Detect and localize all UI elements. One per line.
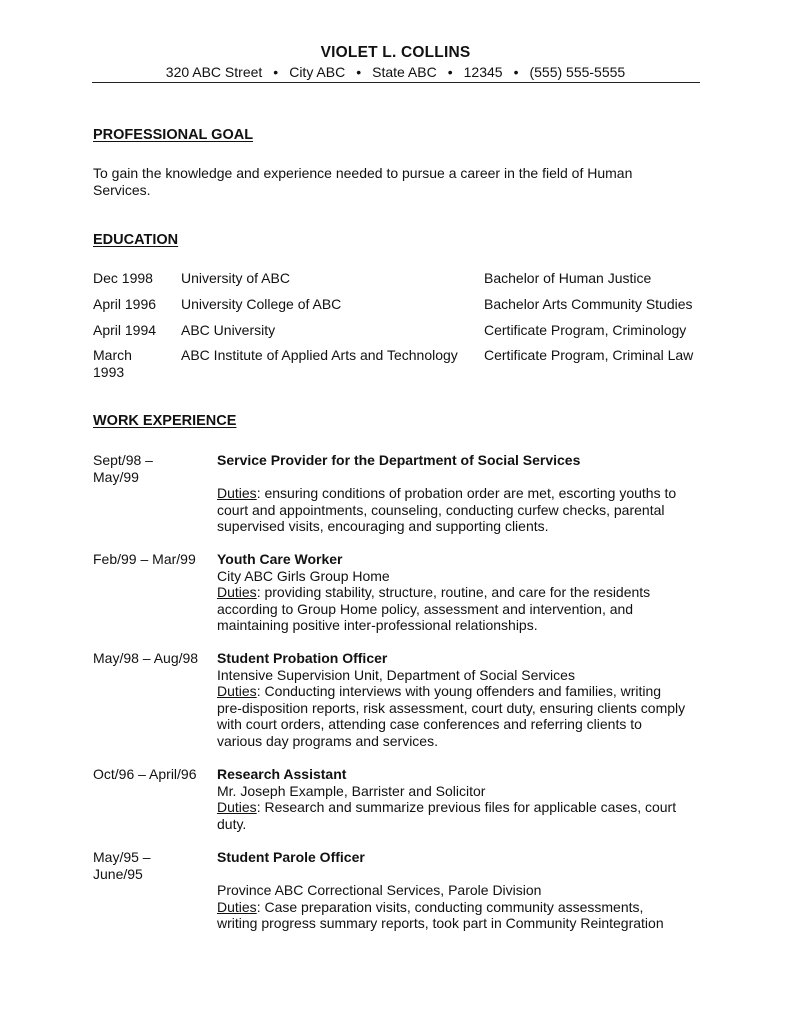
- job-date-line: May/99: [93, 468, 139, 485]
- education-degree: Bachelor of Human Justice: [484, 270, 652, 286]
- job-date: [93, 766, 208, 783]
- duties-line: court and appointments, counseling, conducting curfew checks, parental: [217, 501, 665, 518]
- education-date-line: Dec 1998: [93, 270, 153, 286]
- job-date-line: May/95 –: [93, 849, 151, 865]
- goal-line: To gain the knowledge and experience needed to pursue a career in the field of Human: [93, 165, 633, 181]
- education-date: [93, 296, 173, 313]
- duties-label: Duties: [217, 898, 257, 915]
- job-employer: Province ABC Correctional Services, Parole Division: [217, 882, 542, 898]
- header-divider: [92, 82, 700, 83]
- goal-heading: PROFESSIONAL GOAL: [93, 127, 254, 143]
- job-title: Youth Care Worker: [217, 551, 343, 567]
- duties-line: maintaining positive inter-professional relationships.: [217, 617, 538, 633]
- job-date-line: Sept/98 –: [93, 452, 153, 468]
- education-school: ABC Institute of Applied Arts and Technology: [181, 347, 458, 363]
- education-date: [93, 347, 173, 380]
- job-entry: [217, 766, 707, 832]
- job-date: [93, 551, 208, 568]
- job-date: [93, 849, 208, 882]
- education-heading: EDUCATION: [93, 232, 179, 248]
- education-date-line: April 1996: [93, 296, 157, 312]
- contact-postal-code: 12345: [463, 64, 503, 80]
- job-entry: [217, 650, 707, 749]
- job-employer: City ABC Girls Group Home: [217, 567, 390, 584]
- education-date-line: April 1994: [93, 322, 157, 338]
- job-title: Student Parole Officer: [217, 849, 365, 865]
- education-date-line: March: [93, 347, 132, 363]
- contact-street: 320 ABC Street: [165, 64, 263, 80]
- education-date-line: 1993: [93, 363, 125, 380]
- goal-line: Services.: [93, 181, 151, 198]
- job-entry: [217, 452, 707, 535]
- duties-line: duty.: [217, 815, 247, 832]
- education-date: [93, 270, 173, 287]
- contact-city: City ABC: [289, 64, 346, 80]
- duties-line: : Research and summarize previous files for applicable cases, court: [256, 799, 677, 815]
- duties-label: Duties: [217, 799, 257, 815]
- work-heading: WORK EXPERIENCE: [93, 413, 237, 429]
- contact-phone: (555) 555-5555: [529, 64, 626, 80]
- job-duties: [217, 799, 707, 816]
- education-school: ABC University: [181, 322, 276, 338]
- duties-line: : Conducting interviews with young offenders and families, writing: [256, 683, 662, 699]
- job-employer: Intensive Supervision Unit, Department of Social Services: [217, 666, 575, 683]
- duties-line: : providing stability, structure, routine, and care for the residents: [256, 584, 651, 600]
- contact-state: State ABC: [372, 64, 437, 80]
- education-degree: Bachelor Arts Community Studies: [484, 296, 693, 312]
- contact-line: [0, 64, 791, 80]
- duties-line: with court orders, attending case conferences and referring clients to: [217, 716, 642, 732]
- job-duties: [217, 683, 707, 700]
- job-employer: Mr. Joseph Example, Barrister and Solicitor: [217, 782, 486, 799]
- job-title: Service Provider for the Department of Social Services: [217, 452, 581, 468]
- duties-line: various day programs and services.: [217, 732, 438, 749]
- job-title: Research Assistant: [217, 766, 347, 782]
- job-date: [93, 650, 208, 667]
- job-title: Student Probation Officer: [217, 650, 388, 666]
- job-date-line: Feb/99 – Mar/99: [93, 551, 196, 567]
- duties-line: according to Group Home policy, assessment and intervention, and: [217, 600, 634, 617]
- job-entry: [217, 551, 707, 634]
- job-entry: [217, 849, 707, 932]
- job-date-line: June/95: [93, 865, 143, 882]
- job-date-line: Oct/96 – April/96: [93, 766, 197, 782]
- duties-line: supervised visits, encouraging and supporting clients.: [217, 518, 549, 534]
- education-school: University of ABC: [181, 270, 290, 286]
- duties-line: : ensuring conditions of probation order are met, escorting youths to: [256, 485, 677, 501]
- goal-text: [93, 165, 693, 198]
- contact-separator: •: [356, 64, 362, 80]
- duties-line: writing progress summary reports, took part in Community Reintegration: [217, 915, 664, 931]
- duties-label: Duties: [217, 485, 257, 501]
- job-duties: [217, 485, 707, 502]
- job-duties: [217, 899, 707, 916]
- duties-label: Duties: [217, 683, 257, 699]
- job-date: [93, 452, 208, 485]
- education-school: University College of ABC: [181, 296, 342, 312]
- contact-separator: •: [273, 64, 279, 80]
- contact-separator: •: [447, 64, 453, 80]
- education-degree: Certificate Program, Criminal Law: [484, 347, 694, 363]
- education-date: [93, 322, 173, 339]
- education-degree: Certificate Program, Criminology: [484, 322, 687, 338]
- duties-label: Duties: [217, 584, 257, 600]
- resume-name: VIOLET L. COLLINS: [320, 44, 471, 61]
- job-duties: [217, 584, 707, 601]
- contact-separator: •: [513, 64, 519, 80]
- duties-line: : Case preparation visits, conducting community assessments,: [256, 898, 644, 915]
- job-date-line: May/98 – Aug/98: [93, 650, 199, 666]
- duties-line: pre-disposition reports, risk assessment, court duty, ensuring clients comply: [217, 699, 686, 716]
